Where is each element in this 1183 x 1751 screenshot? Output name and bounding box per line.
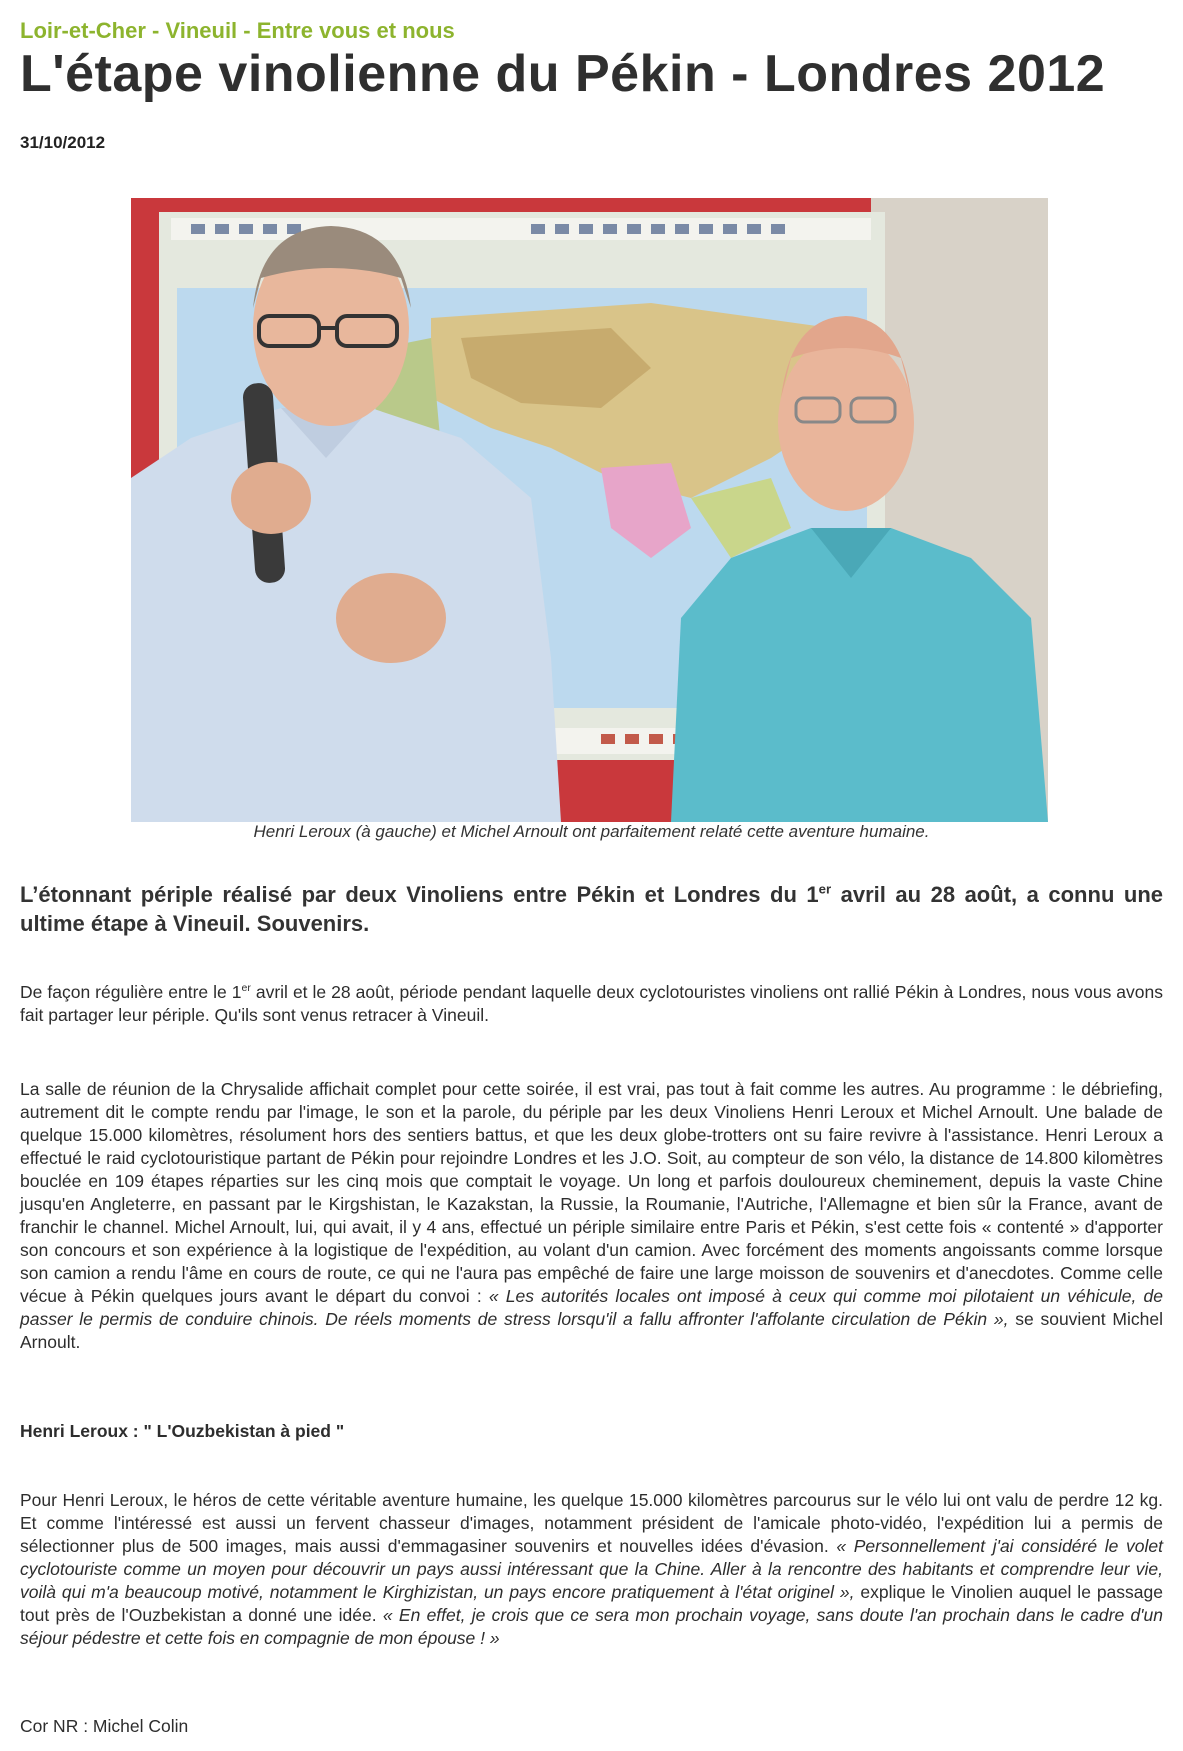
article-title: L'étape vinolienne du Pékin - Londres 2012 xyxy=(20,45,1106,103)
intro-superscript: er xyxy=(241,982,251,995)
article-signature: Cor NR : Michel Colin xyxy=(20,1716,189,1736)
article-photo xyxy=(131,198,1048,822)
paragraph-henri-text-2: explique le Vinolien auquel le passage tout près de l'Ouzbekistan a donné une idée. xyxy=(20,1582,1163,1625)
lead-text-end: avril au 28 août, a connu une ultime étape à Vineuil. Souvenirs. xyxy=(20,882,1164,936)
paragraph-chrysalide-text: La salle de réunion de la Chrysalide affichait complet pour cette soirée, il est vrai, pas tout à fait comme les autres. Au programme : le débriefing, autrement dit le compte rendu par l'image, le son et la parole, du périple par les deux Vinoliens Henri Leroux et Michel Arnoult. Une balade de quelque 15.000 kilomètres, résolument hors des sentiers battus, et que les deux globe-trotters ont su faire revivre à l'assistance. Henri Leroux a effectué le raid cyclotouristique partant de Pékin pour rejoindre Londres et les J.O. Soit, au compteur de son vélo, la distance de 14.800 kilomètres bouclée en 109 étapes réparties sur les cinq mois que comptait le voyage. Un long et parfois douloureux cheminement, depuis la vaste Chine jusqu'en Angleterre, en passant par le Kirgshistan, le Kazakstan, la Russie, la Roumanie, l'Autriche, l'Allemagne et bien sûr la France, avant de franchir le channel. Michel Arnoult, lui, qui avait, il y 4 ans, effectué un périple similaire entre Paris et Pékin, s'est cette fois « contenté » d'apporter son concours et son expérience à la logistique de l'expédition, au volant d'un camion. Avec forcément des moments angoissants comme lorsque son camion a rendu l'âme en cours de route, ce qui ne l'aura pas empêché de faire une large moisson de souvenirs et d'anecdotes. Comme celle vécue à Pékin quelques jours avant le départ du convoi : xyxy=(20,1079,1163,1306)
paragraph-henri-leroux xyxy=(20,1489,1163,1650)
paragraph-henri-text-1: Pour Henri Leroux, le héros de cette véritable aventure humaine, les quelque 15.000 kilomètres parcourus sur le vélo lui ont valu de perdre 12 kg. Et comme l'intéressé est aussi un fervent chasseur d'images, notamment président de l'amicale photo-vidéo, l'expédition lui a permis de sélectionner plus de 500 images, mais aussi d'emmagasiner souvenirs et nouvelles idées d'évasion. xyxy=(20,1490,1163,1556)
lead-text-start: L’étonnant périple réalisé par deux Vinoliens entre Pékin et Londres du 1 xyxy=(20,882,819,907)
intro-text-end: avril et le 28 août, période pendant laquelle deux cyclotouristes vinoliens ont rallié Pékin à Londres, nous vous avons fait partager leur périple. Qu'ils sont venus retracer à Vineuil. xyxy=(20,982,1164,1025)
article-lead xyxy=(20,880,1163,938)
paragraph-chrysalide xyxy=(20,1078,1163,1354)
paragraph-henri-quote-2: « En effet, je crois que ce sera mon prochain voyage, sans doute l'an prochain dans le cadre d'un séjour pédestre et cette fois en compagnie de mon épouse ! » xyxy=(20,1605,1163,1648)
photo-caption: Henri Leroux (à gauche) et Michel Arnoult ont parfaitement relaté cette aventure humaine. xyxy=(253,822,930,841)
paragraph-chrysalide-end: se souvient Michel Arnoult. xyxy=(20,1309,1163,1352)
paragraph-intro xyxy=(20,981,1163,1027)
article-kicker: Loir-et-Cher - Vineuil - Entre vous et nous xyxy=(20,18,455,43)
paragraph-henri-quote-1: « Personnellement j'ai considéré le volet cyclotouriste comme un moyen pour découvrir un pays aussi intéressant que la Chine. Aller à la rencontre des habitants et comprendre leur vie, voilà qui m'a beaucoup motivé, notamment le Kirghizistan, un pays encore pratiquement à l'état originel », xyxy=(20,1536,1163,1602)
paragraph-chrysalide-quote: « Les autorités locales ont imposé à ceux qui comme moi pilotaient un véhicule, de passer le permis de conduire chinois. De réels moments de stress lorsqu'il a fallu affronter l'affolante circulation de Pékin », xyxy=(20,1286,1163,1329)
subheading: Henri Leroux : " L'Ouzbekistan à pied " xyxy=(20,1421,345,1441)
photo-illustration xyxy=(131,198,1048,822)
intro-text-start: De façon régulière entre le 1 xyxy=(20,982,242,1002)
article-date: 31/10/2012 xyxy=(20,133,106,152)
lead-superscript: er xyxy=(818,881,832,897)
